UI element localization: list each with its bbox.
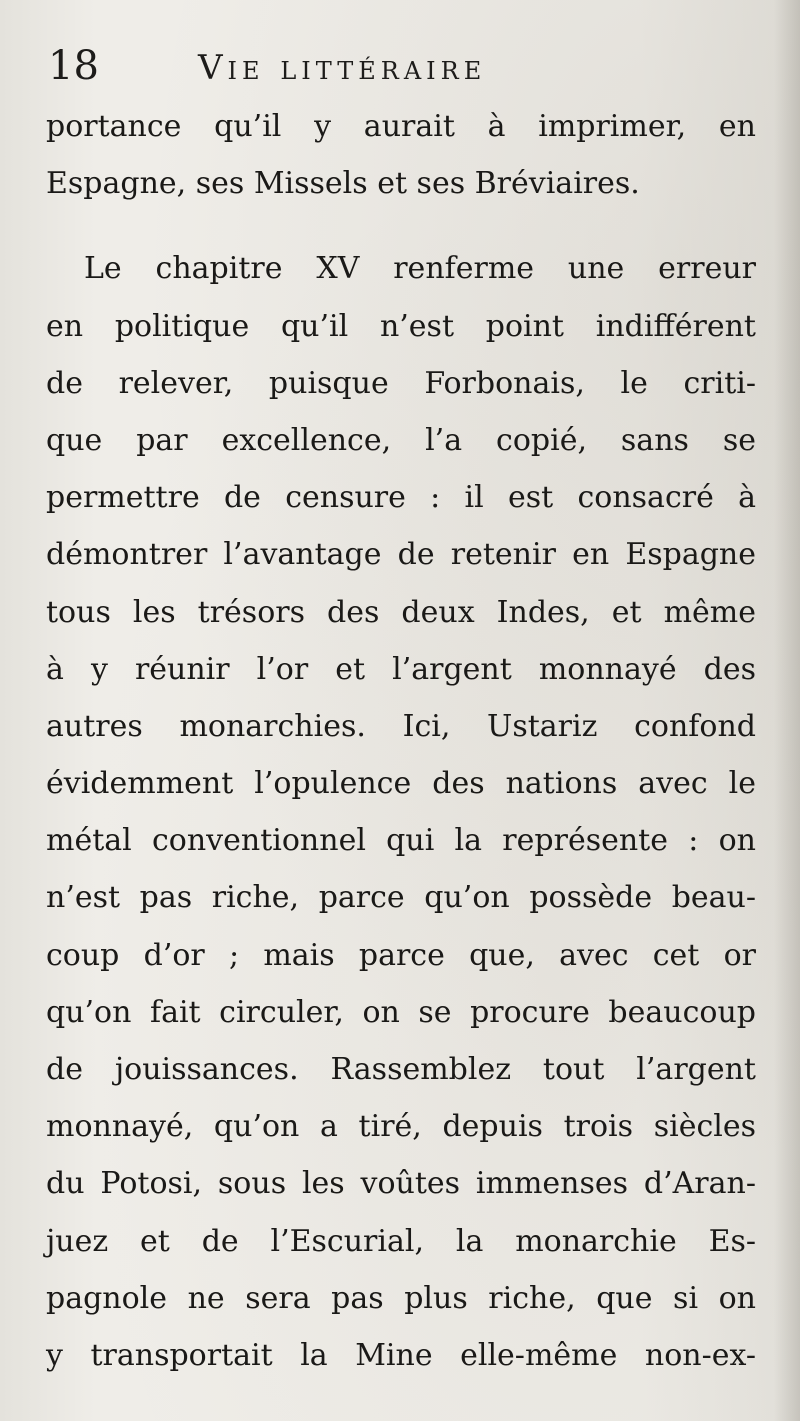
text-line: Espagne, ses Missels et ses Bréviaires.: [46, 166, 640, 202]
text-line: Le chapitre XV renferme une erreur: [84, 251, 756, 287]
text-line: métal conventionnel qui la représente : on: [46, 823, 756, 859]
page-edge-shadow: [774, 0, 800, 1421]
text-line: démontrer l’avantage de retenir en Espagne: [46, 537, 756, 573]
text-line: du Potosi, sous les voûtes immenses d’Aran-: [46, 1166, 756, 1202]
paragraph-1: [46, 98, 756, 212]
text-line: juez et de l’Escurial, la monarchie Es-: [46, 1223, 756, 1259]
text-line: de relever, puisque Forbonais, le criti-: [46, 365, 756, 401]
paragraph-2: [46, 240, 756, 1384]
text-line: coup d’or ; mais parce que, avec cet or: [46, 937, 756, 973]
text-line: tous les trésors des deux Indes, et même: [46, 594, 756, 630]
text-line: que par excellence, l’a copié, sans se: [46, 422, 756, 458]
paragraph-gap: [46, 212, 756, 240]
text-line: y transportait la Mine elle-même non-ex-: [46, 1337, 756, 1373]
text-line: monnayé, qu’on a tiré, depuis trois siècles: [46, 1109, 756, 1145]
text-line: à y réunir l’or et l’argent monnayé des: [46, 651, 756, 687]
text-line: évidemment l’opulence des nations avec le: [46, 766, 756, 802]
text-line: en politique qu’il n’est point indifférent: [46, 308, 756, 344]
text-line: qu’on fait circuler, on se procure beaucoup: [46, 994, 756, 1030]
text-line: autres monarchies. Ici, Ustariz confond: [46, 708, 756, 744]
text-line: n’est pas riche, parce qu’on possède beau-: [46, 880, 756, 916]
running-head: [46, 34, 606, 94]
text-line: de jouissances. Rassemblez tout l’argent: [46, 1052, 756, 1087]
text-line: pagnole ne sera pas plus riche, que si on: [46, 1280, 756, 1316]
running-head-title: Vie littéraire: [198, 48, 487, 88]
text-line: portance qu’il y aurait à imprimer, en: [46, 109, 756, 144]
text-line: permettre de censure : il est consacré à: [46, 480, 756, 516]
page-number: 18: [48, 43, 99, 89]
body-text: [46, 98, 756, 1384]
